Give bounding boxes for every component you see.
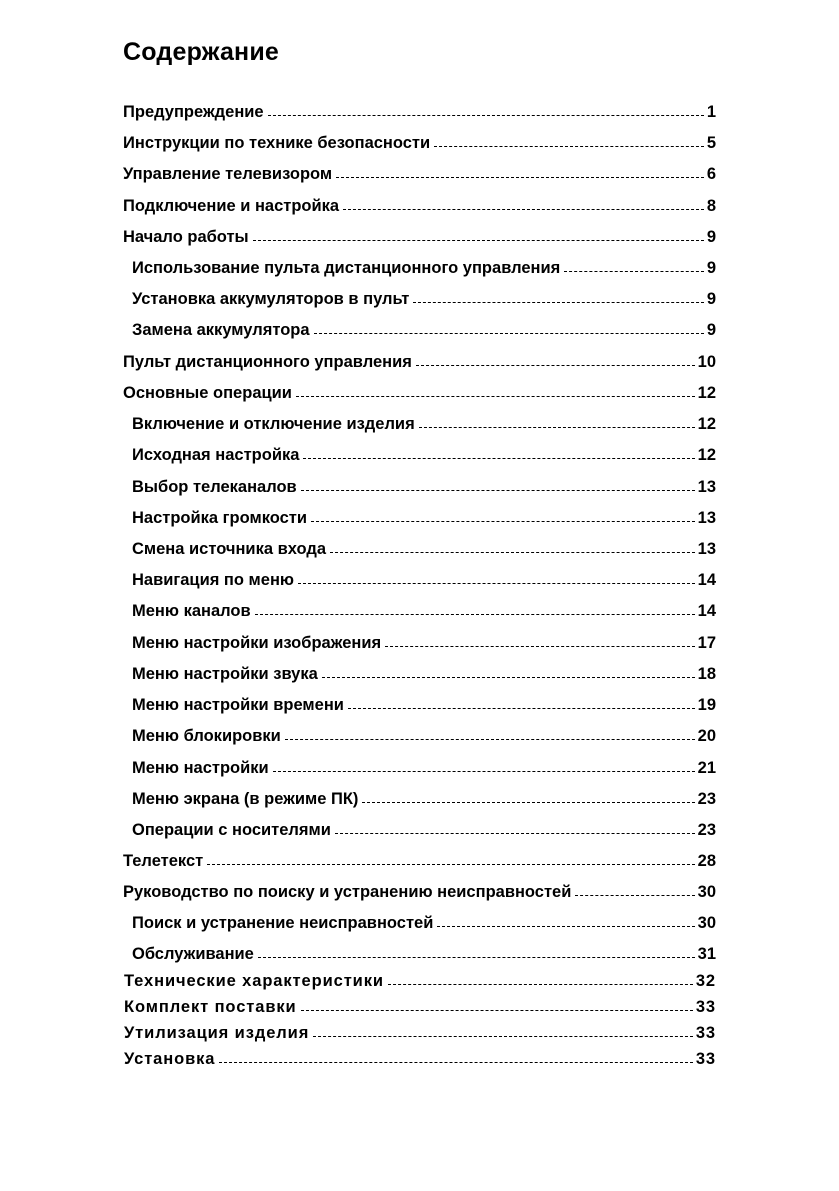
dot-leader: [313, 1035, 693, 1037]
toc-subentry[interactable]: [132, 290, 716, 309]
dot-leader: [268, 114, 704, 116]
toc-entry-label: Использование пульта дистанционного управления: [132, 259, 561, 277]
toc-entry-page: 33: [695, 1024, 716, 1042]
toc-subentry[interactable]: [132, 446, 716, 465]
toc-subentry[interactable]: [132, 945, 716, 964]
toc-subentry[interactable]: [132, 727, 716, 746]
toc-entry-label: Выбор телеканалов: [132, 478, 297, 496]
toc-subentry[interactable]: [132, 634, 716, 653]
toc-entry-label: Установка: [124, 1050, 216, 1068]
dot-leader: [285, 738, 695, 740]
toc-entry-label: Инструкции по технике безопасности: [123, 134, 431, 152]
dot-leader: [348, 707, 695, 709]
toc-entry-page: 21: [697, 759, 716, 777]
toc-entry-label: Пульт дистанционного управления: [123, 353, 412, 371]
dot-leader: [434, 145, 704, 147]
dot-leader: [219, 1061, 692, 1063]
dot-leader: [207, 863, 694, 865]
toc-entry[interactable]: [123, 228, 716, 247]
dot-leader: [298, 582, 695, 584]
toc-entry-page: 6: [706, 165, 716, 183]
toc-subentry[interactable]: [132, 914, 716, 933]
dot-leader: [311, 520, 695, 522]
toc-subentry[interactable]: [132, 478, 716, 497]
toc-entry-label: Основные операции: [123, 384, 292, 402]
toc-entry[interactable]: [123, 165, 716, 184]
dot-leader: [343, 208, 704, 210]
toc-entry-page: 10: [697, 353, 716, 371]
toc-entry-label: Телетекст: [123, 852, 204, 870]
toc-entry[interactable]: [123, 353, 716, 372]
toc-entry-label: Меню настройки: [132, 759, 269, 777]
toc-entry-page: 32: [695, 972, 716, 990]
toc-subentry[interactable]: [132, 759, 716, 778]
toc-entry[interactable]: [123, 384, 716, 403]
toc-entry-label: Комплект поставки: [124, 998, 297, 1016]
toc-subentry[interactable]: [132, 415, 716, 434]
toc-entry[interactable]: [123, 134, 716, 153]
dot-leader: [301, 1009, 693, 1011]
dot-leader: [314, 332, 704, 334]
toc-subentry[interactable]: [132, 540, 716, 559]
dot-leader: [419, 426, 695, 428]
toc-entry[interactable]: [123, 883, 716, 902]
toc-subentry[interactable]: [132, 665, 716, 684]
dot-leader: [301, 489, 695, 491]
toc-entry-label: Управление телевизором: [123, 165, 333, 183]
dot-leader: [385, 645, 695, 647]
toc-subentry[interactable]: [132, 602, 716, 621]
toc-entry-page: 31: [697, 945, 716, 963]
toc-entry[interactable]: [123, 197, 716, 216]
dot-leader: [303, 457, 694, 459]
dot-leader: [255, 613, 695, 615]
toc-entry-page: 8: [706, 197, 716, 215]
toc-entry[interactable]: [124, 1024, 716, 1043]
dot-leader: [253, 239, 704, 241]
toc-entry-page: 18: [697, 665, 716, 683]
toc-subentry[interactable]: [132, 259, 716, 278]
toc-entry-label: Утилизация изделия: [124, 1024, 310, 1042]
dot-leader: [322, 676, 695, 678]
toc-entry-label: Навигация по меню: [132, 571, 294, 589]
dot-leader: [564, 270, 704, 272]
toc-entry-label: Начало работы: [123, 228, 249, 246]
dot-leader: [296, 395, 695, 397]
toc-entry-label: Операции с носителями: [132, 821, 331, 839]
toc-entry-page: 20: [697, 727, 716, 745]
page-title: Содержание: [123, 38, 280, 66]
toc-entry-label: Исходная настройка: [132, 446, 300, 464]
dot-leader: [575, 894, 694, 896]
toc-entry-label: Предупреждение: [123, 103, 264, 121]
toc-entry-page: 9: [706, 321, 716, 339]
toc-entry-label: Меню экрана (в режиме ПК): [132, 790, 359, 808]
toc-entry-page: 12: [697, 446, 716, 464]
toc-entry-page: 33: [695, 998, 716, 1016]
toc-entry-page: 23: [697, 790, 716, 808]
toc-entry-page: 14: [697, 571, 716, 589]
toc-entry-page: 12: [697, 415, 716, 433]
toc-entry-page: 30: [697, 914, 716, 932]
dot-leader: [362, 801, 694, 803]
toc-entry-page: 13: [697, 509, 716, 527]
toc-entry-page: 17: [697, 634, 716, 652]
dot-leader: [437, 925, 694, 927]
toc-entry-label: Технические характеристики: [124, 972, 384, 990]
toc-entry-page: 33: [695, 1050, 716, 1068]
toc-entry-page: 30: [697, 883, 716, 901]
toc-entry[interactable]: [123, 852, 716, 871]
toc-entry-label: Замена аккумулятора: [132, 321, 310, 339]
toc-entry[interactable]: [124, 998, 716, 1017]
toc-entry-label: Меню настройки времени: [132, 696, 344, 714]
toc-entry-label: Меню блокировки: [132, 727, 281, 745]
toc-entry-page: 12: [697, 384, 716, 402]
dot-leader: [416, 364, 695, 366]
toc-entry-page: 13: [697, 540, 716, 558]
toc-entry[interactable]: [124, 1050, 716, 1069]
dot-leader: [336, 176, 704, 178]
toc-entry-page: 9: [706, 228, 716, 246]
toc-entry-page: 1: [706, 103, 716, 121]
toc-entry-label: Меню настройки звука: [132, 665, 318, 683]
toc-subentry[interactable]: [132, 821, 716, 840]
toc-entry-label: Руководство по поиску и устранению неисправностей: [123, 883, 572, 901]
toc-entry-page: 19: [697, 696, 716, 714]
toc-entry-label: Обслуживание: [132, 945, 254, 963]
dot-leader: [330, 551, 695, 553]
dot-leader: [413, 301, 704, 303]
toc-entry-page: 23: [697, 821, 716, 839]
toc-subentry[interactable]: [132, 571, 716, 590]
toc-entry-label: Настройка громкости: [132, 509, 307, 527]
toc-subentry[interactable]: [132, 509, 716, 528]
toc-entry-page: 5: [706, 134, 716, 152]
dot-leader: [258, 956, 695, 958]
toc-entry-label: Поиск и устранение неисправностей: [132, 914, 434, 932]
toc-entry-label: Установка аккумуляторов в пульт: [132, 290, 410, 308]
toc-entry-page: 9: [706, 259, 716, 277]
dot-leader: [335, 832, 695, 834]
toc-entry-label: Подключение и настройка: [123, 197, 340, 215]
toc-entry-label: Включение и отключение изделия: [132, 415, 415, 433]
dot-leader: [388, 983, 693, 985]
toc-subentry[interactable]: [132, 321, 716, 340]
toc-subentry[interactable]: [132, 790, 716, 809]
toc-entry[interactable]: [124, 972, 716, 991]
toc-entry-page: 9: [706, 290, 716, 308]
toc-entry-label: Смена источника входа: [132, 540, 327, 558]
toc-entry-page: 13: [697, 478, 716, 496]
dot-leader: [273, 770, 695, 772]
toc-subentry[interactable]: [132, 696, 716, 715]
toc-entry[interactable]: [123, 103, 716, 122]
toc-entry-label: Меню каналов: [132, 602, 251, 620]
toc-entry-page: 28: [697, 852, 716, 870]
toc-entry-page: 14: [697, 602, 716, 620]
toc-entry-label: Меню настройки изображения: [132, 634, 382, 652]
